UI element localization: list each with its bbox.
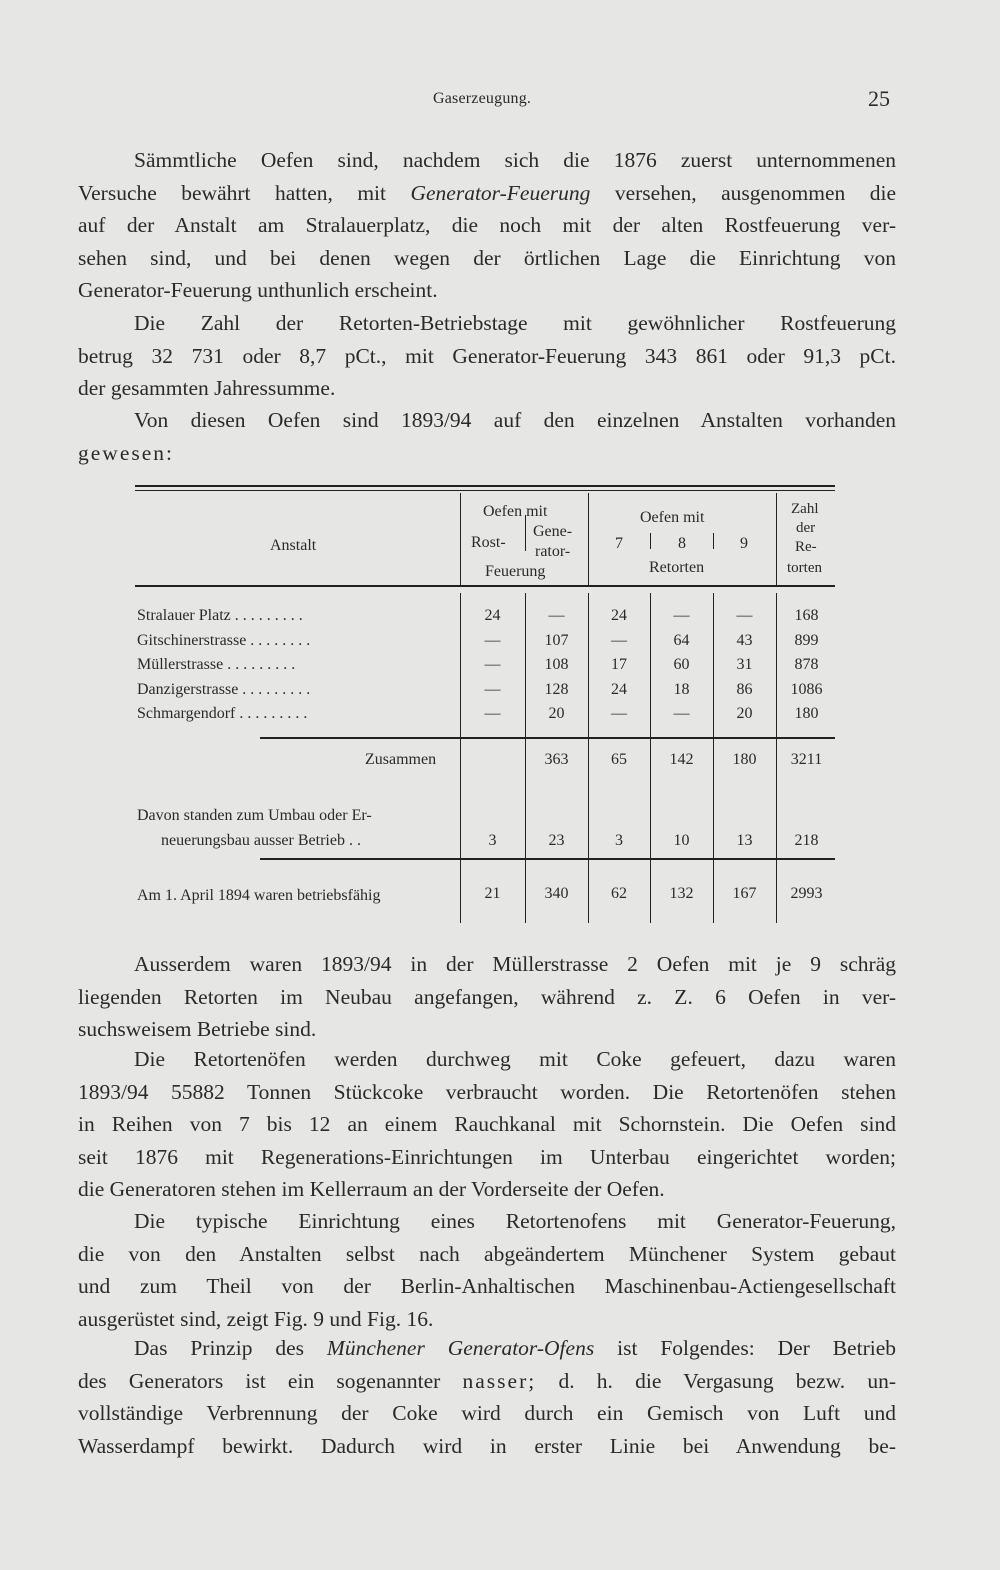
header-feuerung: Feuerung xyxy=(485,563,546,580)
statistics-table xyxy=(135,485,837,925)
davon-r9: 13 xyxy=(736,832,753,849)
table-cell-r7: — xyxy=(611,705,627,722)
table-cell-rost: — xyxy=(484,680,501,698)
text-line: Ausserdem waren 1893/94 in der Müllerstrasse 2 Oefen mit je 9 schräg xyxy=(134,952,896,976)
text-line: der gesammten Jahressumme. xyxy=(78,376,336,401)
zusammen-total: 3211 xyxy=(790,751,823,768)
text-line: ausgerüstet sind, zeigt Fig. 9 und Fig. 16. xyxy=(78,1306,434,1331)
text-line: Generator-Feuerung unthunlich erscheint. xyxy=(78,278,438,303)
text-line: Die typische Einrichtung eines Retortenofens mit Generator-Feuerung, xyxy=(134,1209,896,1233)
table-cell-r9: — xyxy=(736,607,753,624)
text-line: seit 1876 mit Regenerations-Einrichtungen im Unterbau eingerichtet worden; xyxy=(78,1144,896,1169)
april-r9: 167 xyxy=(732,885,757,902)
text-line: gewesen: xyxy=(78,440,174,465)
zusammen-r9: 180 xyxy=(732,751,757,768)
text-line: des Generators ist ein sogenannter nasser; d. h. die Vergasung bezw. un- xyxy=(78,1368,897,1393)
table-cell-rost: — xyxy=(484,705,501,722)
april-total: 2993 xyxy=(790,885,823,902)
table-cell-r9: 43 xyxy=(736,631,753,649)
table-cell-total: 180 xyxy=(794,705,819,722)
paragraph-1 xyxy=(78,144,896,307)
table-cell-gen: 20 xyxy=(548,705,565,722)
text-line: auf der Anstalt am Stralauerplatz, die noch mit der alten Rostfeuerung ver- xyxy=(78,213,896,238)
text-line: liegenden Retorten im Neubau angefangen, während z. Z. 6 Oefen in ver- xyxy=(78,984,896,1009)
table-cell-r9: 86 xyxy=(736,680,753,698)
header-gene: Gene- xyxy=(533,523,573,540)
spaced-word: nasser; xyxy=(462,1368,537,1393)
header-anstalt: Anstalt xyxy=(270,537,317,554)
paragraph-2 xyxy=(78,307,896,405)
text-line: die von den Anstalten selbst nach abgeändertem Münchener System gebaut xyxy=(78,1241,896,1266)
table-cell-rost: — xyxy=(484,656,501,673)
table-cell-r8: — xyxy=(673,705,690,722)
paragraph-5 xyxy=(78,1043,896,1206)
april-rost: 21 xyxy=(484,885,501,902)
table-cell-rost: — xyxy=(484,631,501,649)
table-cell-r7: — xyxy=(611,631,627,649)
header-8: 8 xyxy=(678,535,686,552)
paragraph-4 xyxy=(78,948,896,1046)
page-number: 25 xyxy=(868,86,890,111)
header-oefen-mit: Oefen mit xyxy=(483,503,548,520)
davon-gen: 23 xyxy=(548,832,565,849)
header-oefen-mit-2: Oefen mit xyxy=(640,509,705,526)
text-line: vollständige Verbrennung der Coke wird durch ein Gemisch von Luft und xyxy=(78,1401,896,1426)
header-torten: torten xyxy=(787,560,822,576)
davon-total: 218 xyxy=(794,832,819,849)
davon-label-1: Davon standen zum Umbau oder Er- xyxy=(137,807,372,824)
text-line: und zum Theil von der Berlin-Anhaltischen Maschinenbau-Actiengesellschaft xyxy=(78,1274,896,1299)
table-row-name: Müllerstrasse . . . . . . . . . xyxy=(137,656,296,673)
text-line: Die Zahl der Retorten-Betriebstage mit gewöhnlicher Rostfeuerung xyxy=(134,311,896,335)
running-header xyxy=(0,86,1000,116)
davon-label-2: neuerungsbau ausser Betrieb . . xyxy=(161,832,361,849)
table-cell-r8: 60 xyxy=(673,656,690,673)
table-cell-r9: 31 xyxy=(736,656,753,673)
zusammen-label: Zusammen xyxy=(365,751,437,768)
table-cell-gen: — xyxy=(548,607,565,624)
davon-rost: 3 xyxy=(488,832,497,849)
text-line: Sämmtliche Oefen sind, nachdem sich die 1876 zuerst unternommenen xyxy=(134,148,896,172)
zusammen-r7: 65 xyxy=(611,751,627,768)
text-line: Von diesen Oefen sind 1893/94 auf den einzelnen Anstalten vorhanden xyxy=(134,408,896,432)
april-r8: 132 xyxy=(669,885,694,902)
text-line: Die Retortenöfen werden durchweg mit Coke gefeuert, dazu waren xyxy=(134,1047,896,1071)
header-re: Re- xyxy=(795,539,817,555)
table-cell-total: 168 xyxy=(794,607,819,624)
header-rost: Rost- xyxy=(471,534,506,551)
table-row-name: Schmargendorf . . . . . . . . . xyxy=(137,705,308,722)
text-line: Wasserdampf bewirkt. Dadurch wird in erster Linie bei Anwendung be- xyxy=(78,1433,896,1458)
april-label: Am 1. April 1894 waren betriebsfähig xyxy=(137,887,381,904)
text-line: suchsweisem Betriebe sind. xyxy=(78,1017,317,1042)
emphasis: Generator-Feuerung xyxy=(410,180,591,205)
table-cell-r9: 20 xyxy=(736,705,753,722)
table-cell-total: 878 xyxy=(794,656,819,673)
table-cell-gen: 128 xyxy=(544,680,569,698)
paragraph-7 xyxy=(78,1332,896,1462)
header-7: 7 xyxy=(615,535,623,552)
text-line: in Reihen von 7 bis 12 an einem Rauchkanal mit Schornstein. Die Oefen sind xyxy=(78,1112,896,1137)
table-row-name: Gitschinerstrasse . . . . . . . . xyxy=(137,631,311,649)
april-gen: 340 xyxy=(544,885,569,902)
table-cell-r7: 24 xyxy=(611,680,627,698)
emphasis: Münchener Generator-Ofens xyxy=(326,1336,595,1360)
davon-r8: 10 xyxy=(673,832,690,849)
table-cell-r8: 64 xyxy=(673,631,690,649)
table-row-name: Danzigerstrasse . . . . . . . . . xyxy=(137,680,311,698)
header-der: der xyxy=(796,520,816,536)
table-cell-total: 899 xyxy=(794,631,819,649)
table-cell-r8: 18 xyxy=(673,680,690,698)
table-cell-r7: 24 xyxy=(611,607,627,624)
paragraph-3 xyxy=(78,404,896,469)
text-line: Das Prinzip des Münchener Generator-Ofens ist Folgendes: Der Betrieb xyxy=(134,1336,897,1360)
zusammen-gen: 363 xyxy=(544,751,569,768)
header-rator: rator- xyxy=(535,543,571,560)
text-line: Versuche bewährt hatten, mit Generator-Feuerung versehen, ausgenommen die xyxy=(78,180,897,205)
zusammen-r8: 142 xyxy=(669,751,694,768)
table-cell-gen: 107 xyxy=(544,631,569,649)
header-title: Gaserzeugung. xyxy=(433,90,532,107)
header-9: 9 xyxy=(740,535,748,552)
table-cell-gen: 108 xyxy=(544,656,569,673)
table-row-name: Stralauer Platz . . . . . . . . . xyxy=(137,607,303,624)
table-cell-r7: 17 xyxy=(611,656,627,673)
paragraph-6 xyxy=(78,1205,896,1335)
header-zahl: Zahl xyxy=(791,501,819,517)
table-cell-r8: — xyxy=(673,607,690,624)
text-line: die Generatoren stehen im Kellerraum an der Vorderseite der Oefen. xyxy=(78,1177,665,1202)
davon-r7: 3 xyxy=(615,832,623,849)
table-cell-total: 1086 xyxy=(790,680,823,698)
text-line: sehen sind, und bei denen wegen der örtlichen Lage die Einrichtung von xyxy=(78,245,896,270)
table-cell-rost: 24 xyxy=(484,607,501,624)
text-line: 1893/94 55882 Tonnen Stückcoke verbraucht worden. Die Retortenöfen stehen xyxy=(78,1079,896,1104)
april-r7: 62 xyxy=(611,885,627,902)
header-retorten: Retorten xyxy=(649,559,705,576)
text-line: betrug 32 731 oder 8,7 pCt., mit Generator-Feuerung 343 861 oder 91,3 pCt. xyxy=(78,343,896,368)
